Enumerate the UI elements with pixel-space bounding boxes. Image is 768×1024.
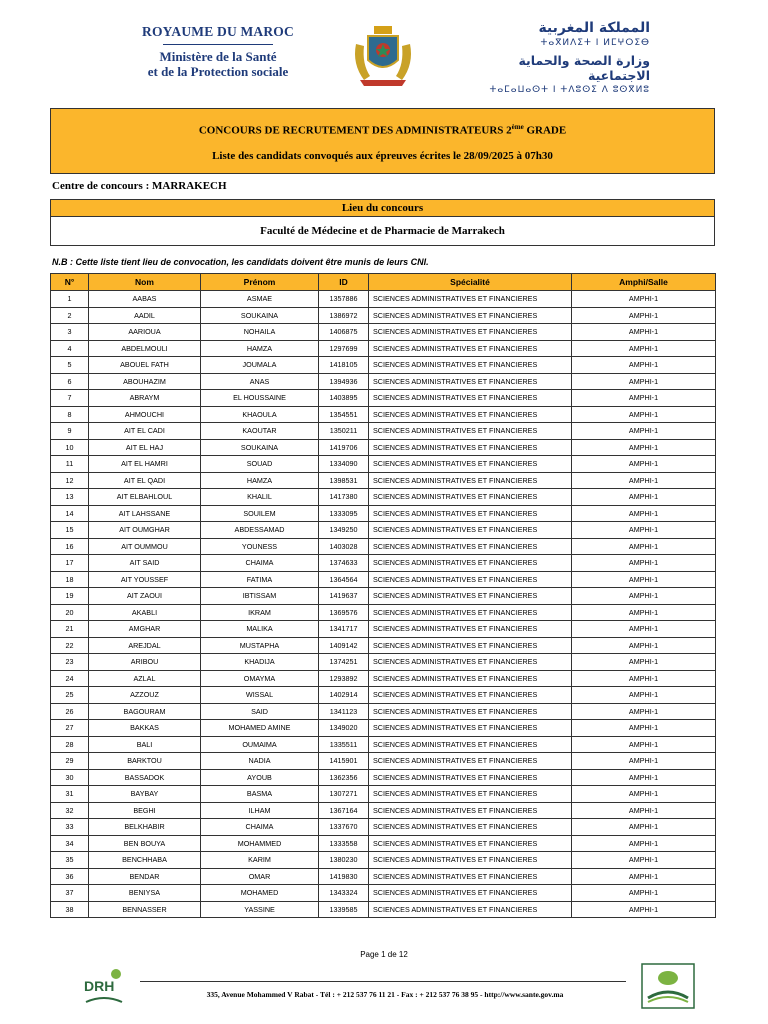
- col-prenom-cell: ANAS: [201, 373, 319, 390]
- col-amphi-cell: AMPHI-1: [572, 604, 716, 621]
- venue-value: Faculté de Médecine et de Pharmacie de Marrakech: [260, 225, 505, 237]
- col-amphi-cell: AMPHI-1: [572, 621, 716, 638]
- col-number-cell: 30: [51, 769, 89, 786]
- col-number-cell: 34: [51, 835, 89, 852]
- col-amphi-cell: AMPHI-1: [572, 439, 716, 456]
- col-specialite-cell: SCIENCES ADMINISTRATIVES ET FINANCIERES: [369, 604, 572, 621]
- col-number-cell: 6: [51, 373, 89, 390]
- col-number-cell: 36: [51, 868, 89, 885]
- header-col-specialite: Spécialité: [369, 274, 572, 291]
- col-nom-cell: AIT YOUSSEF: [89, 571, 201, 588]
- col-id-cell: 1415901: [319, 753, 369, 770]
- col-id-cell: 1297699: [319, 340, 369, 357]
- col-nom-cell: BARKTOU: [89, 753, 201, 770]
- table-row: [51, 555, 716, 572]
- col-nom-cell: BENIYSA: [89, 885, 201, 902]
- col-number-cell: 11: [51, 456, 89, 473]
- title-banner: [50, 108, 715, 174]
- ministry-name-line2: et de la Protection sociale: [147, 64, 289, 79]
- col-amphi-cell: AMPHI-1: [572, 753, 716, 770]
- exam-centre: Centre de concours : MARRAKECH: [52, 180, 227, 192]
- col-specialite-cell: SCIENCES ADMINISTRATIVES ET FINANCIERES: [369, 802, 572, 819]
- col-number-cell: 10: [51, 439, 89, 456]
- col-nom-cell: AIT LAHSSANE: [89, 505, 201, 522]
- col-specialite-cell: SCIENCES ADMINISTRATIVES ET FINANCIERES: [369, 835, 572, 852]
- table-row: [51, 505, 716, 522]
- ministry-header-ar: [470, 20, 650, 95]
- col-number-cell: 9: [51, 423, 89, 440]
- col-nom-cell: BENDAR: [89, 868, 201, 885]
- table-row: [51, 588, 716, 605]
- col-nom-cell: ARIBOU: [89, 654, 201, 671]
- col-id-cell: 1350211: [319, 423, 369, 440]
- col-amphi-cell: AMPHI-1: [572, 324, 716, 341]
- col-number-cell: 32: [51, 802, 89, 819]
- col-id-cell: 1349020: [319, 720, 369, 737]
- col-specialite-cell: SCIENCES ADMINISTRATIVES ET FINANCIERES: [369, 505, 572, 522]
- table-row: [51, 868, 716, 885]
- col-nom-cell: BAGOURAM: [89, 703, 201, 720]
- table-row: [51, 720, 716, 737]
- col-number-cell: 23: [51, 654, 89, 671]
- col-prenom-cell: HAMZA: [201, 340, 319, 357]
- table-row: [51, 340, 716, 357]
- table-row: [51, 621, 716, 638]
- col-amphi-cell: AMPHI-1: [572, 588, 716, 605]
- col-prenom-cell: EL HOUSSAINE: [201, 390, 319, 407]
- col-prenom-cell: KHADIJA: [201, 654, 319, 671]
- col-specialite-cell: SCIENCES ADMINISTRATIVES ET FINANCIERES: [369, 489, 572, 506]
- col-amphi-cell: AMPHI-1: [572, 291, 716, 308]
- col-id-cell: 1333558: [319, 835, 369, 852]
- col-prenom-cell: NOHAILA: [201, 324, 319, 341]
- col-nom-cell: AIT EL QADI: [89, 472, 201, 489]
- col-amphi-cell: AMPHI-1: [572, 786, 716, 803]
- col-prenom-cell: BASMA: [201, 786, 319, 803]
- col-id-cell: 1403028: [319, 538, 369, 555]
- col-prenom-cell: MUSTAPHA: [201, 637, 319, 654]
- table-row: [51, 357, 716, 374]
- table-row: [51, 802, 716, 819]
- col-nom-cell: BENNASSER: [89, 901, 201, 918]
- col-id-cell: 1349250: [319, 522, 369, 539]
- col-specialite-cell: SCIENCES ADMINISTRATIVES ET FINANCIERES: [369, 357, 572, 374]
- col-number-cell: 35: [51, 852, 89, 869]
- col-number-cell: 27: [51, 720, 89, 737]
- col-nom-cell: AABAS: [89, 291, 201, 308]
- table-row: [51, 291, 716, 308]
- col-specialite-cell: SCIENCES ADMINISTRATIVES ET FINANCIERES: [369, 439, 572, 456]
- col-nom-cell: AIT SAID: [89, 555, 201, 572]
- header-col-amphi: Amphi/Salle: [572, 274, 716, 291]
- col-specialite-cell: SCIENCES ADMINISTRATIVES ET FINANCIERES: [369, 670, 572, 687]
- table-row: [51, 885, 716, 902]
- col-id-cell: 1418105: [319, 357, 369, 374]
- table-row: [51, 307, 716, 324]
- col-amphi-cell: AMPHI-1: [572, 423, 716, 440]
- col-number-cell: 8: [51, 406, 89, 423]
- col-nom-cell: AZZOUZ: [89, 687, 201, 704]
- col-number-cell: 14: [51, 505, 89, 522]
- col-prenom-cell: KHALIL: [201, 489, 319, 506]
- col-specialite-cell: SCIENCES ADMINISTRATIVES ET FINANCIERES: [369, 588, 572, 605]
- col-nom-cell: ABDELMOULI: [89, 340, 201, 357]
- col-specialite-cell: SCIENCES ADMINISTRATIVES ET FINANCIERES: [369, 901, 572, 918]
- col-id-cell: 1335511: [319, 736, 369, 753]
- table-header-row: [51, 274, 716, 291]
- col-number-cell: 26: [51, 703, 89, 720]
- col-id-cell: 1369576: [319, 604, 369, 621]
- col-nom-cell: AKABLI: [89, 604, 201, 621]
- col-id-cell: 1339585: [319, 901, 369, 918]
- ministry-name-tifinagh: ⵜⴰⵎⴰⵡⴰⵙⵜ ⵏ ⵜⴷⵓⵙⵉ ⴷ ⵓⵙⴳⵍⵓ: [489, 85, 650, 95]
- table-row: [51, 390, 716, 407]
- header-col-prenom: Prénom: [201, 274, 319, 291]
- col-id-cell: 1409142: [319, 637, 369, 654]
- col-specialite-cell: SCIENCES ADMINISTRATIVES ET FINANCIERES: [369, 703, 572, 720]
- col-specialite-cell: SCIENCES ADMINISTRATIVES ET FINANCIERES: [369, 390, 572, 407]
- col-number-cell: 7: [51, 390, 89, 407]
- col-specialite-cell: SCIENCES ADMINISTRATIVES ET FINANCIERES: [369, 324, 572, 341]
- ministry-name-line1: Ministère de la Santé: [159, 49, 277, 64]
- col-amphi-cell: AMPHI-1: [572, 703, 716, 720]
- col-nom-cell: BAYBAY: [89, 786, 201, 803]
- col-prenom-cell: ABDESSAMAD: [201, 522, 319, 539]
- col-specialite-cell: SCIENCES ADMINISTRATIVES ET FINANCIERES: [369, 720, 572, 737]
- col-prenom-cell: SOUILEM: [201, 505, 319, 522]
- col-amphi-cell: AMPHI-1: [572, 637, 716, 654]
- ministry-header-fr: [118, 24, 318, 79]
- col-amphi-cell: AMPHI-1: [572, 357, 716, 374]
- col-id-cell: 1403895: [319, 390, 369, 407]
- col-amphi-cell: AMPHI-1: [572, 505, 716, 522]
- candidates-table: [50, 273, 716, 918]
- col-number-cell: 18: [51, 571, 89, 588]
- col-id-cell: 1374251: [319, 654, 369, 671]
- col-amphi-cell: AMPHI-1: [572, 555, 716, 572]
- health-logo-icon: [640, 962, 696, 1010]
- col-nom-cell: ABOUEL FATH: [89, 357, 201, 374]
- table-row: [51, 819, 716, 836]
- col-nom-cell: BENCHHABA: [89, 852, 201, 869]
- col-number-cell: 25: [51, 687, 89, 704]
- col-prenom-cell: SOUKAINA: [201, 439, 319, 456]
- col-nom-cell: AARIOUA: [89, 324, 201, 341]
- col-amphi-cell: AMPHI-1: [572, 835, 716, 852]
- col-id-cell: 1307271: [319, 786, 369, 803]
- col-prenom-cell: SOUKAINA: [201, 307, 319, 324]
- col-prenom-cell: KARIM: [201, 852, 319, 869]
- col-prenom-cell: ASMAE: [201, 291, 319, 308]
- col-prenom-cell: OMAR: [201, 868, 319, 885]
- col-nom-cell: AMGHAR: [89, 621, 201, 638]
- col-amphi-cell: AMPHI-1: [572, 373, 716, 390]
- drh-logo: [82, 966, 126, 1008]
- table-row: [51, 324, 716, 341]
- col-prenom-cell: WISSAL: [201, 687, 319, 704]
- col-id-cell: 1419830: [319, 868, 369, 885]
- col-specialite-cell: SCIENCES ADMINISTRATIVES ET FINANCIERES: [369, 637, 572, 654]
- col-prenom-cell: MOHAMMED: [201, 835, 319, 852]
- col-id-cell: 1364564: [319, 571, 369, 588]
- col-nom-cell: AIT OUMGHAR: [89, 522, 201, 539]
- col-prenom-cell: IKRAM: [201, 604, 319, 621]
- col-number-cell: 21: [51, 621, 89, 638]
- col-number-cell: 24: [51, 670, 89, 687]
- col-specialite-cell: SCIENCES ADMINISTRATIVES ET FINANCIERES: [369, 423, 572, 440]
- col-amphi-cell: AMPHI-1: [572, 340, 716, 357]
- footer-divider: [140, 981, 626, 982]
- col-nom-cell: BELKHABIR: [89, 819, 201, 836]
- table-row: [51, 852, 716, 869]
- col-amphi-cell: AMPHI-1: [572, 868, 716, 885]
- col-number-cell: 15: [51, 522, 89, 539]
- col-specialite-cell: SCIENCES ADMINISTRATIVES ET FINANCIERES: [369, 456, 572, 473]
- col-id-cell: 1406875: [319, 324, 369, 341]
- col-number-cell: 33: [51, 819, 89, 836]
- col-specialite-cell: SCIENCES ADMINISTRATIVES ET FINANCIERES: [369, 472, 572, 489]
- col-prenom-cell: FATIMA: [201, 571, 319, 588]
- kingdom-title-tifinagh: ⵜⴰⴳⵍⴷⵉⵜ ⵏ ⵍⵎⵖⵔⵉⴱ: [540, 38, 650, 48]
- col-specialite-cell: SCIENCES ADMINISTRATIVES ET FINANCIERES: [369, 406, 572, 423]
- page-number: Page 1 de 12: [360, 950, 408, 959]
- col-id-cell: 1419706: [319, 439, 369, 456]
- col-amphi-cell: AMPHI-1: [572, 670, 716, 687]
- col-number-cell: 3: [51, 324, 89, 341]
- col-number-cell: 13: [51, 489, 89, 506]
- col-amphi-cell: AMPHI-1: [572, 307, 716, 324]
- col-id-cell: 1417380: [319, 489, 369, 506]
- col-nom-cell: BAKKAS: [89, 720, 201, 737]
- col-prenom-cell: HAMZA: [201, 472, 319, 489]
- col-nom-cell: BEGHI: [89, 802, 201, 819]
- col-id-cell: 1402914: [319, 687, 369, 704]
- col-specialite-cell: SCIENCES ADMINISTRATIVES ET FINANCIERES: [369, 538, 572, 555]
- table-row: [51, 736, 716, 753]
- table-row: [51, 654, 716, 671]
- col-nom-cell: AIT OUMMOU: [89, 538, 201, 555]
- col-prenom-cell: KHAOULA: [201, 406, 319, 423]
- col-specialite-cell: SCIENCES ADMINISTRATIVES ET FINANCIERES: [369, 340, 572, 357]
- col-specialite-cell: SCIENCES ADMINISTRATIVES ET FINANCIERES: [369, 654, 572, 671]
- col-id-cell: 1386972: [319, 307, 369, 324]
- col-prenom-cell: SAID: [201, 703, 319, 720]
- concours-title: CONCOURS DE RECRUTEMENT DES ADMINISTRATEURS 2ème GRADE: [198, 123, 567, 137]
- col-specialite-cell: SCIENCES ADMINISTRATIVES ET FINANCIERES: [369, 522, 572, 539]
- table-row: [51, 703, 716, 720]
- col-prenom-cell: JOUMALA: [201, 357, 319, 374]
- col-id-cell: 1419637: [319, 588, 369, 605]
- col-nom-cell: BEN BOUYA: [89, 835, 201, 852]
- col-prenom-cell: MOHAMED: [201, 885, 319, 902]
- col-id-cell: 1341123: [319, 703, 369, 720]
- col-specialite-cell: SCIENCES ADMINISTRATIVES ET FINANCIERES: [369, 736, 572, 753]
- concours-subtitle: Liste des candidats convoqués aux épreuves écrites le 28/09/2025 à 07h30: [212, 149, 553, 162]
- col-amphi-cell: AMPHI-1: [572, 852, 716, 869]
- col-id-cell: 1341717: [319, 621, 369, 638]
- table-row: [51, 753, 716, 770]
- table-row: [51, 687, 716, 704]
- col-specialite-cell: SCIENCES ADMINISTRATIVES ET FINANCIERES: [369, 621, 572, 638]
- col-id-cell: 1293892: [319, 670, 369, 687]
- col-specialite-cell: SCIENCES ADMINISTRATIVES ET FINANCIERES: [369, 885, 572, 902]
- col-amphi-cell: AMPHI-1: [572, 406, 716, 423]
- col-nom-cell: ABOUHAZIM: [89, 373, 201, 390]
- col-number-cell: 38: [51, 901, 89, 918]
- col-prenom-cell: CHAIMA: [201, 555, 319, 572]
- col-specialite-cell: SCIENCES ADMINISTRATIVES ET FINANCIERES: [369, 687, 572, 704]
- col-prenom-cell: YOUNESS: [201, 538, 319, 555]
- kingdom-title-arabic: المملكة المغربية: [538, 20, 650, 36]
- venue-label: Lieu du concours: [51, 200, 714, 217]
- table-row: [51, 571, 716, 588]
- col-id-cell: 1357886: [319, 291, 369, 308]
- col-amphi-cell: AMPHI-1: [572, 456, 716, 473]
- col-prenom-cell: MOHAMED AMINE: [201, 720, 319, 737]
- col-specialite-cell: SCIENCES ADMINISTRATIVES ET FINANCIERES: [369, 852, 572, 869]
- table-row: [51, 439, 716, 456]
- col-id-cell: 1354551: [319, 406, 369, 423]
- table-row: [51, 786, 716, 803]
- table-row: [51, 901, 716, 918]
- col-number-cell: 4: [51, 340, 89, 357]
- col-number-cell: 37: [51, 885, 89, 902]
- col-prenom-cell: CHAIMA: [201, 819, 319, 836]
- table-row: [51, 522, 716, 539]
- col-nom-cell: BALI: [89, 736, 201, 753]
- col-specialite-cell: SCIENCES ADMINISTRATIVES ET FINANCIERES: [369, 571, 572, 588]
- col-id-cell: 1394936: [319, 373, 369, 390]
- col-prenom-cell: OMAYMA: [201, 670, 319, 687]
- table-row: [51, 423, 716, 440]
- col-prenom-cell: MALIKA: [201, 621, 319, 638]
- col-specialite-cell: SCIENCES ADMINISTRATIVES ET FINANCIERES: [369, 291, 572, 308]
- table-row: [51, 489, 716, 506]
- header-divider: [163, 44, 273, 45]
- col-amphi-cell: AMPHI-1: [572, 538, 716, 555]
- col-amphi-cell: AMPHI-1: [572, 901, 716, 918]
- table-row: [51, 472, 716, 489]
- col-nom-cell: AHMOUCHI: [89, 406, 201, 423]
- notice-text: N.B : Cette liste tient lieu de convocation, les candidats doivent être munis de leurs CNI.: [52, 257, 429, 267]
- col-amphi-cell: AMPHI-1: [572, 769, 716, 786]
- col-specialite-cell: SCIENCES ADMINISTRATIVES ET FINANCIERES: [369, 753, 572, 770]
- col-nom-cell: BASSADOK: [89, 769, 201, 786]
- col-nom-cell: AIT ZAOUI: [89, 588, 201, 605]
- col-amphi-cell: AMPHI-1: [572, 720, 716, 737]
- kingdom-title: ROYAUME DU MAROC: [142, 24, 294, 39]
- col-number-cell: 22: [51, 637, 89, 654]
- col-specialite-cell: SCIENCES ADMINISTRATIVES ET FINANCIERES: [369, 555, 572, 572]
- col-nom-cell: AADIL: [89, 307, 201, 324]
- col-id-cell: 1343324: [319, 885, 369, 902]
- col-nom-cell: ABRAYM: [89, 390, 201, 407]
- col-nom-cell: AIT EL HAMRI: [89, 456, 201, 473]
- col-amphi-cell: AMPHI-1: [572, 390, 716, 407]
- footer-address: 335, Avenue Mohammed V Rabat - Tél : + 212 537 76 11 21 - Fax : + 212 537 76 38 95 - http://www.sante.gov.ma: [206, 990, 564, 999]
- col-number-cell: 29: [51, 753, 89, 770]
- col-id-cell: 1337670: [319, 819, 369, 836]
- table-row: [51, 538, 716, 555]
- col-nom-cell: AREJDAL: [89, 637, 201, 654]
- col-amphi-cell: AMPHI-1: [572, 654, 716, 671]
- ministry-name-arabic: وزارة الصحة والحماية الاجتماعية: [518, 53, 650, 83]
- col-number-cell: 16: [51, 538, 89, 555]
- col-prenom-cell: YASSINE: [201, 901, 319, 918]
- col-id-cell: 1398531: [319, 472, 369, 489]
- col-prenom-cell: AYOUB: [201, 769, 319, 786]
- col-amphi-cell: AMPHI-1: [572, 489, 716, 506]
- table-row: [51, 637, 716, 654]
- col-id-cell: 1334090: [319, 456, 369, 473]
- col-prenom-cell: IBTISSAM: [201, 588, 319, 605]
- table-row: [51, 670, 716, 687]
- col-number-cell: 19: [51, 588, 89, 605]
- header-col-nom: Nom: [89, 274, 201, 291]
- table-row: [51, 456, 716, 473]
- col-nom-cell: AIT ELBAHLOUL: [89, 489, 201, 506]
- col-amphi-cell: AMPHI-1: [572, 571, 716, 588]
- col-amphi-cell: AMPHI-1: [572, 802, 716, 819]
- col-nom-cell: AZLAL: [89, 670, 201, 687]
- table-row: [51, 769, 716, 786]
- venue-box: [50, 199, 715, 246]
- col-id-cell: 1367164: [319, 802, 369, 819]
- col-number-cell: 20: [51, 604, 89, 621]
- table-row: [51, 835, 716, 852]
- col-prenom-cell: ILHAM: [201, 802, 319, 819]
- drh-logo-text: DRH: [84, 978, 115, 994]
- col-nom-cell: AIT EL HAJ: [89, 439, 201, 456]
- col-prenom-cell: KAOUTAR: [201, 423, 319, 440]
- col-specialite-cell: SCIENCES ADMINISTRATIVES ET FINANCIERES: [369, 373, 572, 390]
- col-number-cell: 17: [51, 555, 89, 572]
- table-row: [51, 373, 716, 390]
- col-amphi-cell: AMPHI-1: [572, 736, 716, 753]
- col-id-cell: 1362356: [319, 769, 369, 786]
- col-number-cell: 1: [51, 291, 89, 308]
- col-prenom-cell: NADIA: [201, 753, 319, 770]
- coat-of-arms-icon: [348, 24, 418, 88]
- table-row: [51, 406, 716, 423]
- col-prenom-cell: OUMAIMA: [201, 736, 319, 753]
- col-amphi-cell: AMPHI-1: [572, 522, 716, 539]
- col-amphi-cell: AMPHI-1: [572, 687, 716, 704]
- header-col-number: N°: [51, 274, 89, 291]
- table-row: [51, 604, 716, 621]
- col-id-cell: 1374633: [319, 555, 369, 572]
- col-amphi-cell: AMPHI-1: [572, 819, 716, 836]
- col-amphi-cell: AMPHI-1: [572, 472, 716, 489]
- col-number-cell: 28: [51, 736, 89, 753]
- col-specialite-cell: SCIENCES ADMINISTRATIVES ET FINANCIERES: [369, 307, 572, 324]
- col-specialite-cell: SCIENCES ADMINISTRATIVES ET FINANCIERES: [369, 769, 572, 786]
- col-specialite-cell: SCIENCES ADMINISTRATIVES ET FINANCIERES: [369, 819, 572, 836]
- col-number-cell: 12: [51, 472, 89, 489]
- col-number-cell: 31: [51, 786, 89, 803]
- col-specialite-cell: SCIENCES ADMINISTRATIVES ET FINANCIERES: [369, 868, 572, 885]
- col-prenom-cell: SOUAD: [201, 456, 319, 473]
- col-number-cell: 2: [51, 307, 89, 324]
- col-id-cell: 1380230: [319, 852, 369, 869]
- col-nom-cell: AIT EL CADI: [89, 423, 201, 440]
- col-id-cell: 1333095: [319, 505, 369, 522]
- col-specialite-cell: SCIENCES ADMINISTRATIVES ET FINANCIERES: [369, 786, 572, 803]
- header-col-id: ID: [319, 274, 369, 291]
- col-amphi-cell: AMPHI-1: [572, 885, 716, 902]
- col-number-cell: 5: [51, 357, 89, 374]
